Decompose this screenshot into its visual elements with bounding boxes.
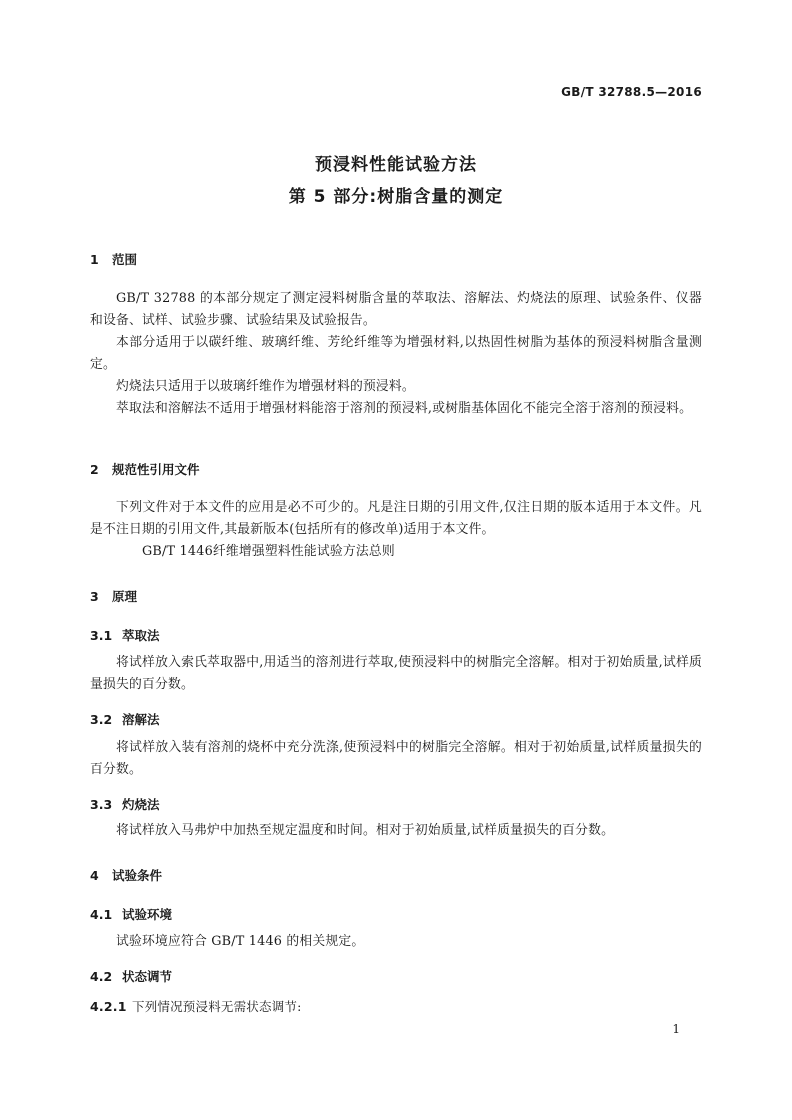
section-title: 原理 — [112, 589, 138, 604]
page-number: 1 — [672, 1022, 680, 1036]
subsection-title: 萃取法 — [122, 628, 160, 643]
document-title: 预浸料性能试验方法 — [315, 155, 477, 175]
section-heading-1 — [90, 250, 137, 268]
subsection-heading-3-3 — [90, 795, 160, 813]
section-title: 试验条件 — [112, 868, 163, 883]
subsection-heading-4-1 — [90, 905, 172, 923]
document-subtitle: 第 5 部分:树脂含量的测定 — [288, 187, 504, 207]
paragraph: GB/T 32788 的本部分规定了测定浸料树脂含量的萃取法、溶解法、灼烧法的原理、试验条件、仪器和设备、试样、试验步骤、试验结果及试验报告。 — [90, 291, 702, 328]
section-heading-2 — [90, 460, 200, 478]
reference-code: GB/T 1446 — [142, 544, 213, 559]
section-number: 4 — [90, 868, 99, 883]
subsection-number: 3.2 — [90, 712, 113, 727]
normative-reference — [90, 541, 702, 563]
section-heading-3 — [90, 587, 137, 605]
paragraph: 灼烧法只适用于以玻璃纤维作为增强材料的预浸料。 — [116, 379, 415, 394]
standard-number: GB/T 32788.5—2016 — [561, 85, 702, 99]
section-heading-4 — [90, 866, 162, 884]
paragraph: 本部分适用于以碳纤维、玻璃纤维、芳纶纤维等为增强材料,以热固性树脂为基体的预浸料树脂含量测定。 — [90, 335, 702, 372]
subsection-number: 4.2 — [90, 969, 113, 984]
section-number: 3 — [90, 589, 99, 604]
paragraph: 萃取法和溶解法不适用于增强材料能溶于溶剂的预浸料,或树脂基体固化不能完全溶于溶剂的预浸料。 — [116, 401, 693, 416]
subsection-title: 试验环境 — [122, 907, 173, 922]
section-number: 2 — [90, 462, 99, 477]
paragraph: 将试样放入装有溶剂的烧杯中充分洗涤,使预浸料中的树脂完全溶解。相对于初始质量,试样质量损失的百分数。 — [90, 740, 702, 777]
reference-title: 纤维增强塑料性能试验方法总则 — [212, 544, 395, 559]
clause-4-2-1 — [90, 996, 702, 1018]
section-title: 范围 — [112, 252, 138, 267]
section-title: 规范性引用文件 — [112, 462, 200, 477]
clause-number: 4.2.1 — [90, 999, 127, 1014]
paragraph: 下列文件对于本文件的应用是必不可少的。凡是注日期的引用文件,仅注日期的版本适用于本文件。凡是不注日期的引用文件,其最新版本(包括所有的修改单)适用于本文件。 — [90, 500, 702, 537]
paragraph: 将试样放入索氏萃取器中,用适当的溶剂进行萃取,使预浸料中的树脂完全溶解。相对于初始质量,试样质量损失的百分数。 — [90, 655, 702, 692]
subsection-heading-3-1 — [90, 626, 160, 644]
subsection-title: 状态调节 — [122, 969, 173, 984]
subsection-number: 4.1 — [90, 907, 113, 922]
subsection-title: 灼烧法 — [122, 797, 160, 812]
subsection-number: 3.1 — [90, 628, 113, 643]
subsection-title: 溶解法 — [122, 712, 160, 727]
subsection-heading-3-2 — [90, 710, 160, 728]
section-number: 1 — [90, 252, 99, 267]
subsection-number: 3.3 — [90, 797, 113, 812]
subsection-heading-4-2 — [90, 967, 172, 985]
paragraph: 将试样放入马弗炉中加热至规定温度和时间。相对于初始质量,试样质量损失的百分数。 — [116, 823, 615, 838]
paragraph: 试验环境应符合 GB/T 1446 的相关规定。 — [116, 934, 365, 949]
clause-text: 下列情况预浸料无需状态调节: — [132, 999, 302, 1014]
